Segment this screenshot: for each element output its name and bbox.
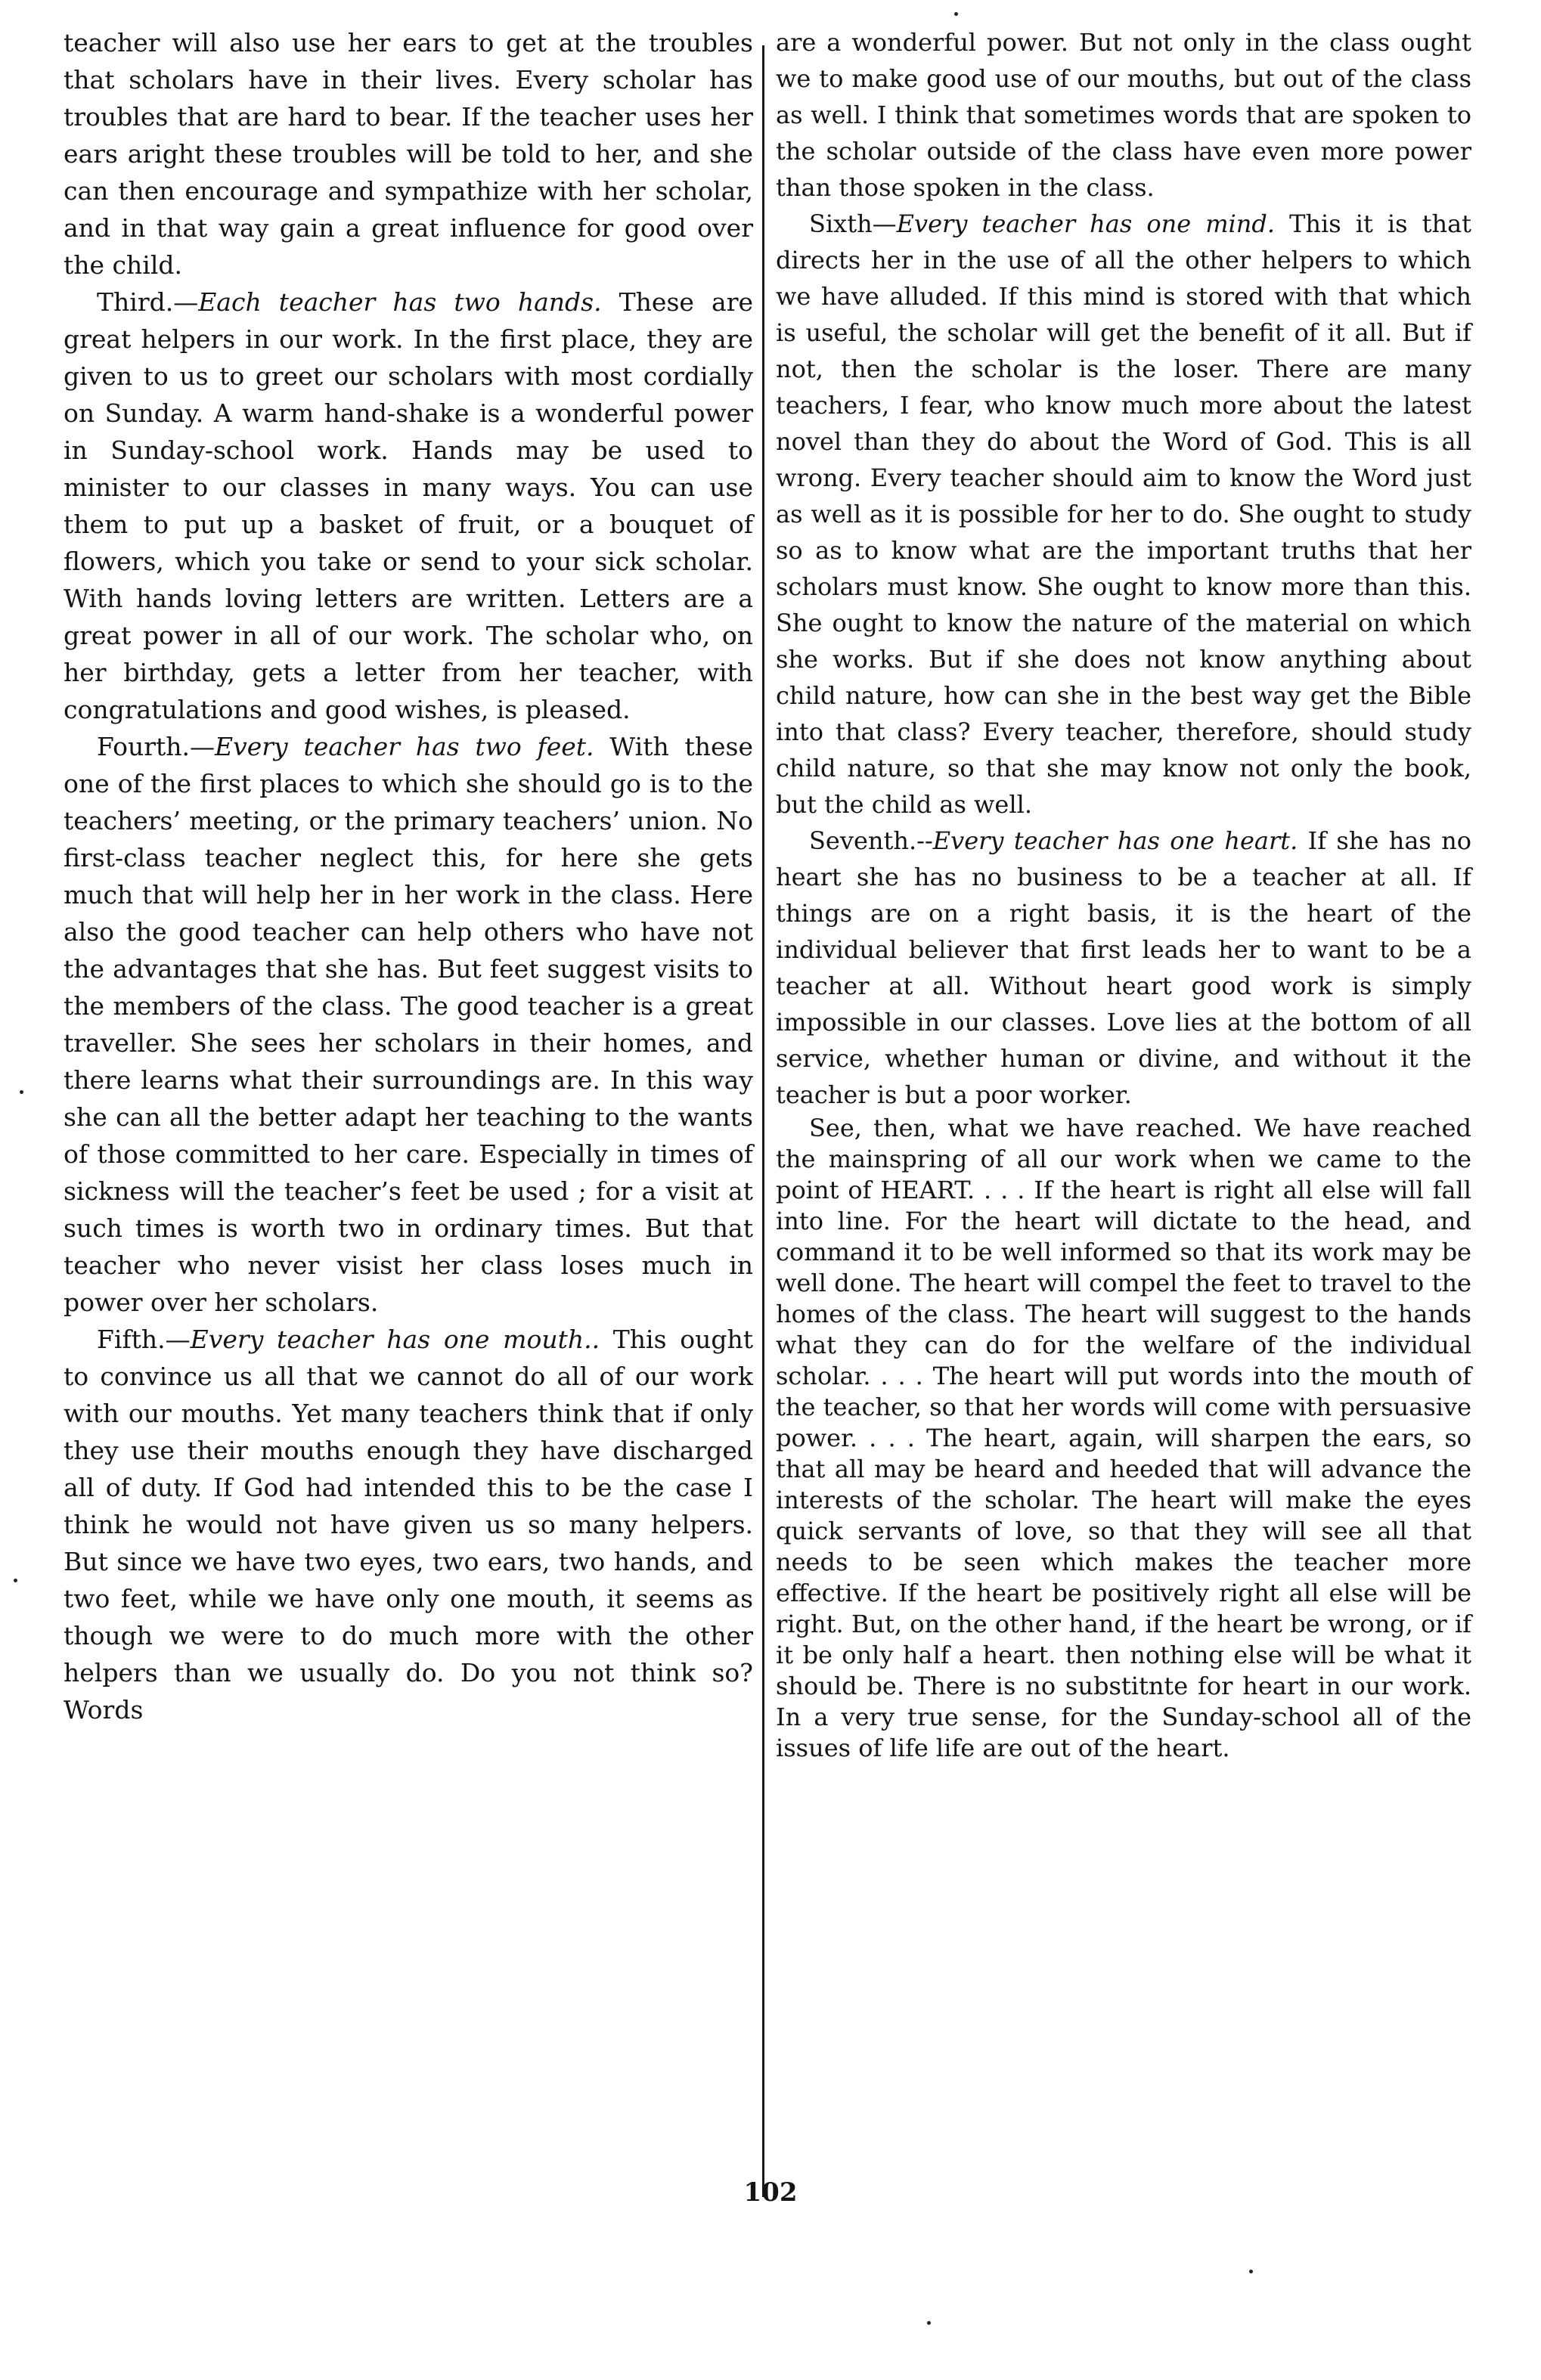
left-column [64,24,753,1728]
bottom-speck [927,2321,931,2325]
left-margin-speck [20,1090,23,1094]
paragraph-text: These are great helpers in our work. In the first place, they are given to us to greet our scholars with most cordially on Sunday. A warm hand-shake is a wonderful power in Sunday-school work. Hands may be used to minister to our classes in many ways. You can use them to put up a basket of fruit, or a bouquet of flowers, which you take or send to your sick scholar. With hands loving letters are written. Letters are a great power in all of our work. The scholar who, on her birthday, gets a letter from her teacher, with congratulations and good wishes, is pleased. [64,287,754,724]
paragraph-text: If she has no heart she has no business to be a teacher at all. If things are on a right basis, it is the heart of the individual believer that first leads her to want to be a teacher at all. Without heart good work is simply impossible in our classes. Love lies at the bottom of all service, whether human or divine, and without it the teacher is but a poor worker. [776,826,1472,1109]
section-heading-italic: Every teacher has two feet. [215,732,594,761]
paragraph-seventh-heart [776,823,1471,1113]
bottom-right-speck [1249,2270,1253,2273]
paragraph-sixth-mind [776,206,1471,823]
top-speck [954,12,958,16]
section-heading-italic: Every teacher has one mind. [896,209,1276,238]
section-lead: Seventh.-- [809,826,933,855]
paragraph-fourth-feet [64,728,753,1321]
section-heading-italic: Every teacher has one heart. [932,826,1298,855]
paragraph-ears-continued: teacher will also use her ears to get at the troubles that scholars have in their lives. Every scholar has troubles that are hard to bear. If the teacher uses her ears aright these troubles will be told to her, and she can then encourage and sympathize with her scholar, and in that way gain a great influence for good over the child. [64,28,753,280]
paragraph-text: This ought to convince us all that we cannot do all of our work with our mouths. Yet many teachers think that if only they use their mouths enough they have discharged all of duty. If God had intended this to be the case I think he would not have given us so many helpers. But since we have two eyes, two ears, two hands, and two feet, while we have only one mouth, it seems as though we were to do much more with the other helpers than we usually do. Do you not think so? Words [64,1325,753,1725]
paragraph-text: With these one of the first places to which she should go is to the teachers’ meeting, or the primary teachers’ union. No first-class teacher neglect this, for here she gets much that will help her in her work in the class. Here also the good teacher can help others who have not the advantages that she has. But feet suggest visits to the members of the class. The good teacher is a great traveller. She sees her scholars in their homes, and there learns what their surroundings are. In this way she can all the better adapt her teaching to the wants of those committed to her care. Especially in times of sickness will the teacher’s feet be used ; for a visit at such times is worth two in ordinary times. But that teacher who never visist her class loses much in power over her scholars. [64,732,753,1317]
paragraph-words-continued: are a wonderful power. But not only in the class ought we to make good use of our mouths, but out of the class as well. I think that sometimes words that are spoken to the scholar outside of the class have even more power than those spoken in the class. [776,28,1471,202]
right-column [776,24,1471,1764]
section-heading-italic: Every teacher has one mouth.. [190,1325,600,1354]
section-heading-italic: Each teacher has two hands. [198,287,602,317]
paragraph-third-hands [64,284,753,728]
column-divider [762,45,764,2197]
left-margin-speck-2 [14,1579,17,1582]
page-number: 102 [743,2177,798,2208]
section-lead: Fourth.— [97,732,215,761]
section-lead: Fifth.— [97,1325,191,1354]
paragraph-conclusion: See, then, what we have reached. We have reached the mainspring of all our work when we came to the point of HEART. . . . If the heart is right all else will fall into line. For the heart will dictate to the head, and command it to be well informed so that its work may be well done. The heart will compel the feet to travel to the homes of the class. The heart will suggest to the hands what they can do for the welfare of the individual scholar. . . . The heart will put words into the mouth of the teacher, so that her words will come with persuasive power. . . . The heart, again, will sharpen the ears, so that all may be heard and heeded that will advance the interests of the scholar. The heart will make the eyes quick servants of love, so that they will see all that needs to be seen which makes the teacher more effective. If the heart be positively right all else will be right. But, on the other hand, if the heart be wrong, or if it be only half a heart. then nothing else will be what it should be. There is no substitnte for heart in our work. In a very true sense, for the Sunday-school all of the issues of life life are out of the heart. [776,1114,1471,1762]
section-lead: Sixth— [809,209,897,238]
paragraph-text: This it is that directs her in the use of all the other helpers to which we have alluded. If this mind is stored with that which is useful, the scholar will get the benefit of it all. But if not, then the scholar is the loser. There are many teachers, I fear, who know much more about the latest novel than they do about the Word of God. This is all wrong. Every teacher should aim to know the Word just as well as it is possible for her to do. She ought to study so as to know what are the important truths that her scholars must know. She ought to know more than this. She ought to know the nature of the material on which she works. But if she does not know anything about child nature, how can she in the best way get the Bible into that class? Every teacher, therefore, should study child nature, so that she may know not only the book, but the child as well. [776,209,1471,819]
section-lead: Third.— [97,287,199,317]
paragraph-fifth-mouth [64,1321,753,1728]
